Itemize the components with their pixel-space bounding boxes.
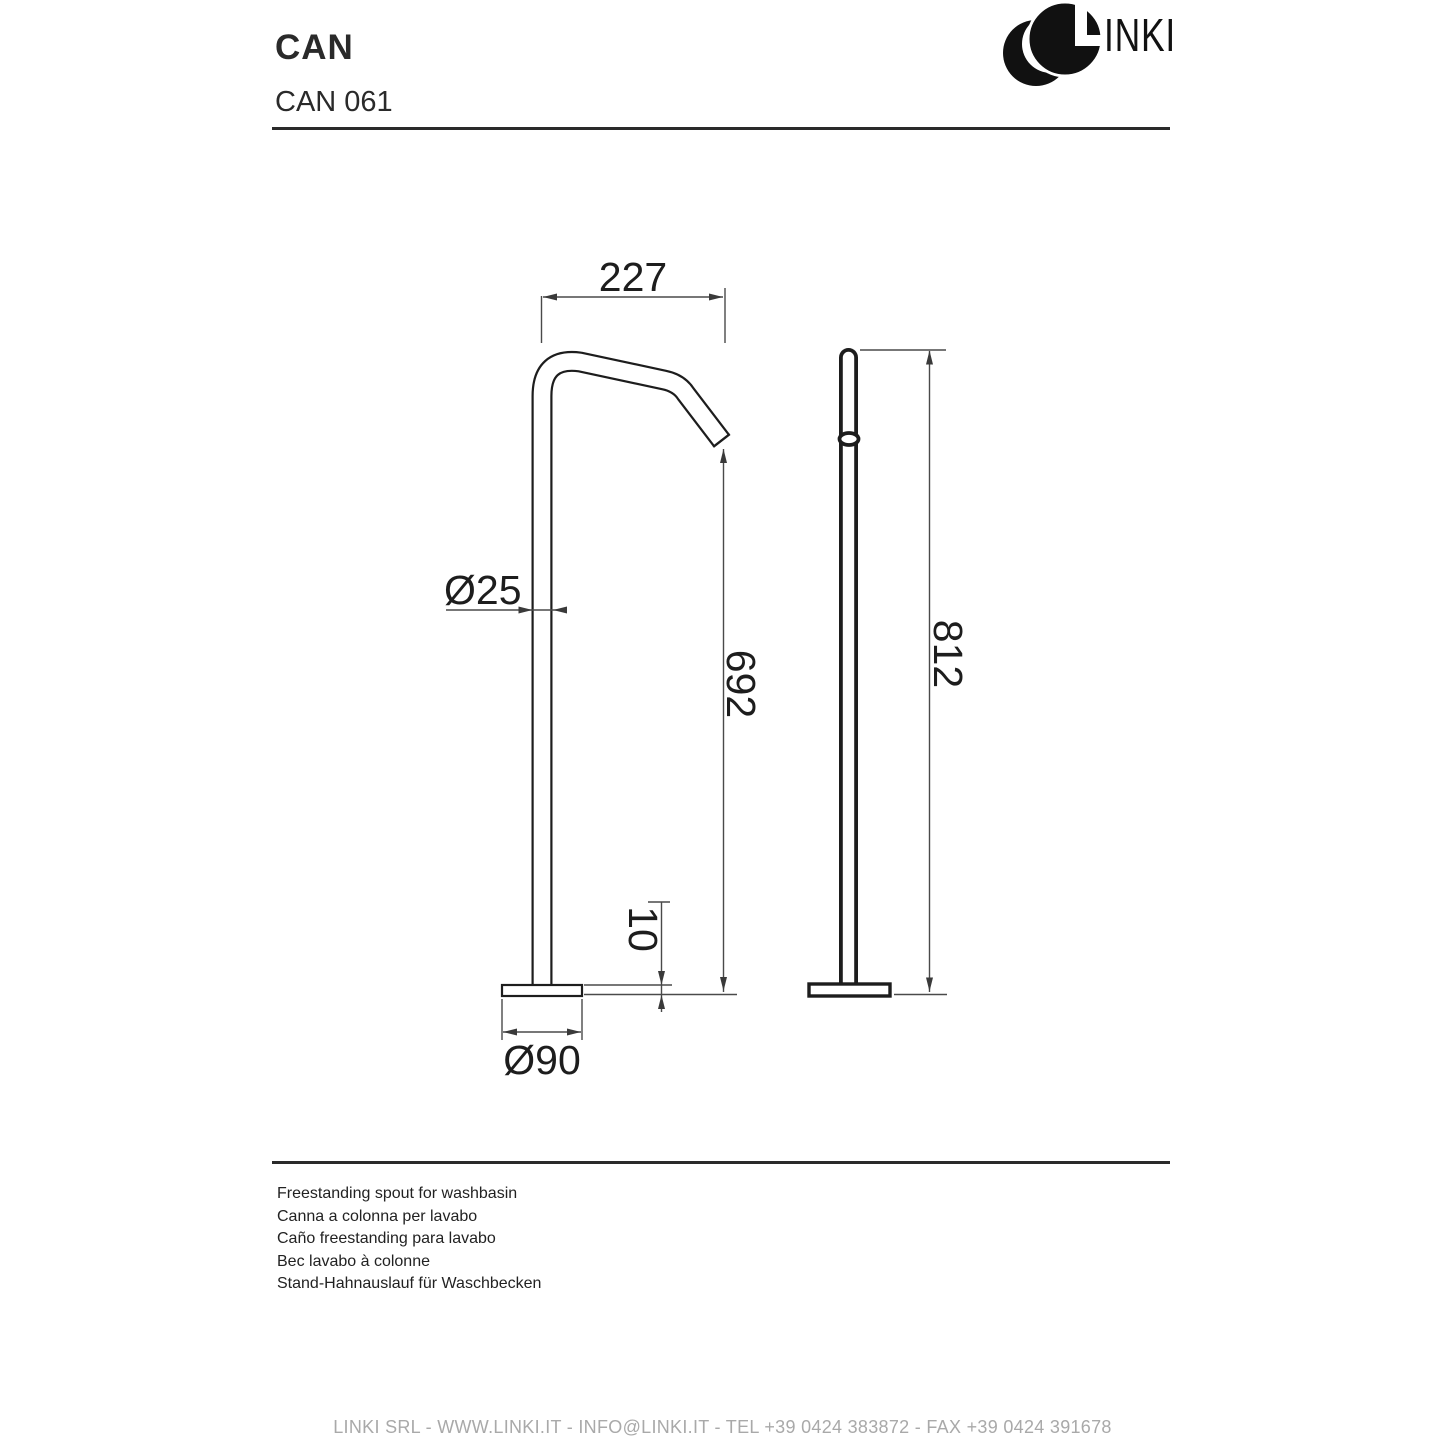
description-line-it: Canna a colonna per lavabo bbox=[277, 1207, 478, 1225]
dim-label-10: 10 bbox=[620, 906, 666, 952]
linki-logo bbox=[1003, 0, 1176, 86]
footer-contact: LINKI SRL - WWW.LINKI.IT - INFO@LINKI.IT - TEL +39 0424 383872 - FAX +39 0424 391678 bbox=[333, 1417, 1112, 1437]
description-divider bbox=[272, 1161, 1170, 1164]
description-line-de: Stand-Hahnauslauf für Waschbecken bbox=[277, 1275, 542, 1292]
dim-base-diameter bbox=[502, 999, 582, 1083]
dim-total-height bbox=[860, 350, 971, 995]
product-description bbox=[277, 1183, 541, 1296]
description-line-en: Freestanding spout for washbasin bbox=[277, 1185, 518, 1202]
spout-body-fill bbox=[542, 361, 722, 996]
outlet-ellipse bbox=[840, 433, 859, 445]
dim-top-width bbox=[542, 254, 726, 343]
left-view-drawing bbox=[502, 361, 730, 996]
dim-label-d90: Ø90 bbox=[503, 1037, 581, 1083]
page-title: CAN bbox=[275, 28, 354, 67]
dim-label-227: 227 bbox=[598, 254, 668, 300]
logo-wordmark: INKI bbox=[1104, 9, 1176, 61]
base-plate-front bbox=[502, 985, 582, 996]
dim-base-thickness bbox=[584, 902, 737, 1012]
base-plate-side bbox=[809, 984, 890, 996]
description-line-es: Caño freestanding para lavabo bbox=[277, 1230, 496, 1247]
description-line-fr: Bec lavabo à colonne bbox=[277, 1252, 430, 1270]
linki-logo-icon bbox=[1003, 0, 1102, 86]
dim-spout-height bbox=[718, 449, 764, 992]
logo-l-foot bbox=[1075, 35, 1102, 46]
spout-body-outline bbox=[542, 361, 722, 996]
product-code: CAN 061 bbox=[275, 86, 393, 118]
right-view-drawing bbox=[809, 358, 890, 997]
dim-label-812: 812 bbox=[925, 619, 971, 689]
dim-label-d25: Ø25 bbox=[444, 567, 522, 613]
dim-label-692: 692 bbox=[718, 649, 764, 719]
